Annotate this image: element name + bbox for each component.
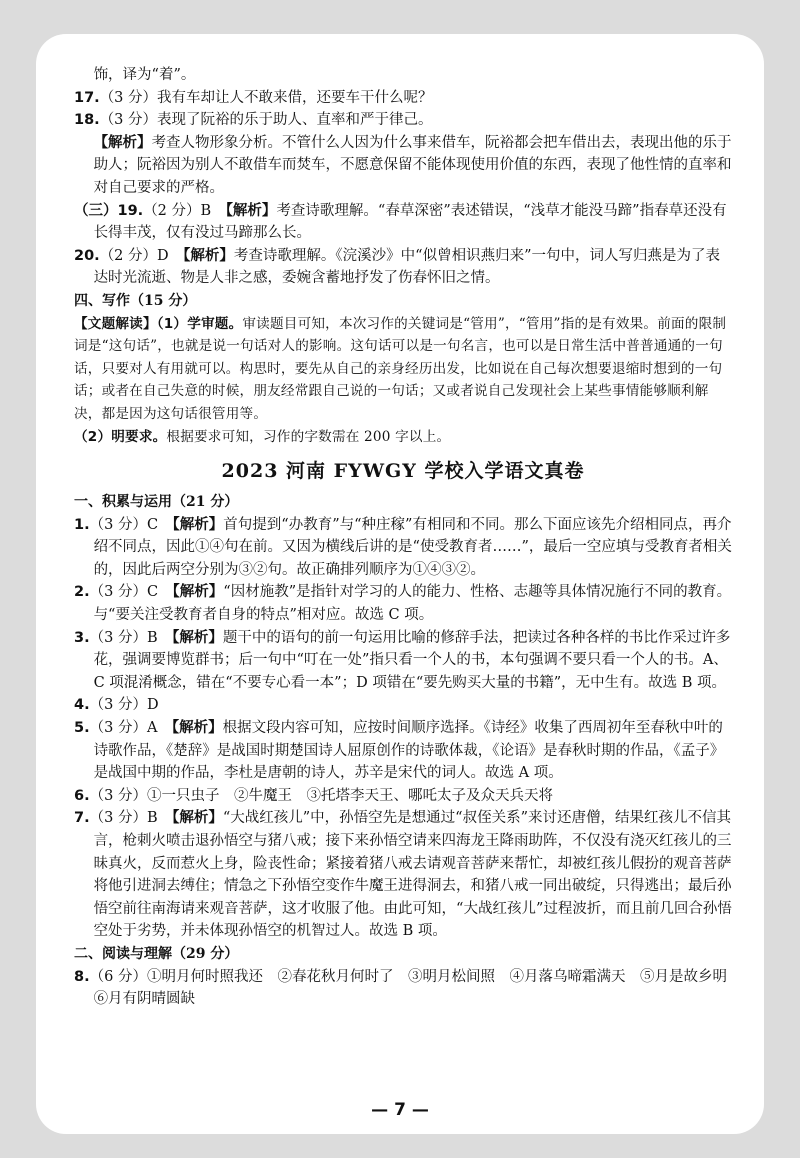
answer-18 [74,109,732,132]
analysis-text: 根据文段内容可知，应按时间顺序选择。《诗经》收集了西周初年至春秋中叶的诗歌作品，《楚辞》是战国时期楚国诗人屈原创作的诗歌体裁，《论语》是春秋时期的作品，《孟子》是战国中期的作品，李杜是唐朝的诗人，苏辛是宋代的词人。故选 A 项。 [93,720,725,782]
question-number: 5. [74,720,90,737]
answer-text: （3 分）我有车却让人不敢来借，还要车干什么呢？ [99,89,433,106]
page-content [74,64,742,1011]
page-number: — 7 — [371,1100,429,1120]
answer-choice: （3 分）A [89,720,158,737]
analysis-tag: 【解析】 [225,202,277,219]
section-heading-2: 二、阅读与理解（29 分） [74,945,239,962]
question-number: 2. [74,584,90,601]
essay-tag: 【文题解读】 [74,315,157,332]
answer-2 [74,581,732,626]
essay-guide-2 [74,426,732,449]
answer-choice: （3 分）B [89,810,158,827]
question-number: 4. [74,697,90,714]
analysis-text: 考查诗歌理解。《浣溪沙》中“似曾相识燕归来”一句中，词人写归燕是为了表达时光流逝、物是人非之感，委婉含蓄地抒发了伤春怀旧之情。 [93,247,720,287]
answer-5 [74,717,732,785]
question-number: 19. [117,202,144,219]
answer-choice: （3 分）D [89,697,159,714]
answer-19 [74,200,732,245]
answer-7 [74,807,732,943]
question-number: 20. [74,247,100,264]
essay-text-1: 审读题目可知，本次习作的关键词是“管用”，“管用”指的是有效果。前面的限制词是“这句话”，也就是说一句话对人的影响。这句话可以是一句名言，也可以是日常生活中普普通通的一句话，只要对人有用就可以。构思时，要先从自己的亲身经历出发，比如说在自己每次想要退缩时想到的一句话；或者在自己失意的时候，朋友经常跟自己说的一句话；又或者说自己发现社会上某些事情能够顺利解决，都是因为这句话很管用等。 [74,315,727,422]
essay-guide-1 [74,313,732,426]
answer-choice: （3 分）C [89,516,159,533]
analysis-text: 考查诗歌理解。“春草深密”表述错误，“浅草才能没马蹄”指春草还没有长得丰茂，仅有没过马蹄那么长。 [93,202,727,242]
essay-point-2: （2）明要求。 [74,428,167,445]
answer-choice: （3 分）B [89,629,158,646]
answer-1 [74,514,732,582]
answer-6 [74,785,732,808]
answer-17 [74,87,732,110]
question-number: 18. [74,112,100,129]
analysis-18 [74,132,732,200]
answer-choice: （2 分）D [99,247,169,264]
analysis-tag: 【解析】 [183,247,234,264]
section-heading-1: 一、积累与运用（21 分） [74,494,239,511]
question-number: 7. [74,810,90,827]
question-number: 17. [74,89,100,106]
analysis-text: “因材施教”是指针对学习的人的能力、性格、志趣等具体情况施行不同的教育。与“要关注受教育者自身的特点”相对应。故选 C 项。 [93,584,732,624]
question-number: 6. [74,787,90,804]
section-heading-writing: 四、写作（15 分） [74,292,197,309]
text-line: 饰，译为“着”。 [93,67,196,83]
essay-point-1: （1）学审题。 [156,315,243,332]
answer-text: （3 分）①一只虫子 ②牛魔王 ③托塔李天王、哪吒太子及众天兵天将 [89,787,553,804]
answer-20 [74,245,732,290]
answer-8 [74,966,742,1011]
analysis-tag: 【解析】 [171,720,223,737]
analysis-tag: 【解析】 [172,584,224,601]
answer-3 [74,627,732,695]
answer-text: （3 分）表现了阮裕的乐于助人、直率和严于律己。 [99,112,433,129]
analysis-text: 考查人物形象分析。不管什么人因为什么事来借车，阮裕都会把车借出去，表现出他的乐于助人；阮裕因为别人不敢借车而焚车，不愿意保留不能体现使用价值的东西，表现了他性情的直率和对自己要求的严格。 [93,134,732,196]
analysis-tag: 【解析】 [93,134,152,151]
question-number: 3. [74,629,90,646]
exam-title: 2023 河南 FYWGY 学校入学语文真卷 [221,460,585,483]
analysis-tag: 【解析】 [172,516,224,533]
question-number: 8. [74,968,90,985]
analysis-text: 题干中的语句的前一句运用比喻的修辞手法，把读过各种各样的书比作采过许多花，强调要博览群书；后一句中“叮在一处”指只看一个人的书，本句强调不要只看一个人的书。A、C 项混淆概念，错在“不要专心看一本”；D 项错在“要先购买大量的书籍”，无中生有。故选 B 项。 [93,629,731,691]
analysis-tag: 【解析】 [172,629,223,646]
answer-4 [74,694,732,717]
analysis-tag: 【解析】 [172,810,223,827]
section-prefix: （三） [74,202,118,219]
answer-choice: （2 分）B [143,202,212,219]
answer-text: （6 分）①明月何时照我还 ②春花秋月何时了 ③明月松间照 ④月落乌啼霜满天 ⑤月是故乡明 ⑥月有阴晴圆缺 [89,968,742,1008]
analysis-text: 首句提到“办教育”与“种庄稼”有相同和不同。那么下面应该先介绍相同点，再介绍不同点，因此①④句在前。又因为横线后讲的是“使受教育者……”，最后一空应填与受教育者相关的，因此后两空分别为③②句。故正确排列顺序为①④③②。 [93,516,732,578]
document-page [36,34,764,1134]
essay-text-2: 根据要求可知，习作的字数需在 200 字以上。 [166,428,451,445]
analysis-text: “大战红孩儿”中，孙悟空先是想通过“叔侄关系”来讨还唐僧，结果红孩儿不信其言，枪刺火喷击退孙悟空与猪八戒；接下来孙悟空请来四海龙王降雨助阵，不仅没有浇灭红孩儿的三昧真火，反而惹火上身，险丧性命；紧接着猪八戒去请观音菩萨来帮忙，却被红孩儿假扮的观音菩萨将他引进洞去缚住；情急之下孙悟空变作牛魔王进得洞去，和猪八戒一同出破绽，只得逃出；最后孙悟空前往南海请来观音菩萨，这才收服了他。由此可知，“大战红孩儿”过程波折，而且前几回合孙悟空处于劣势，并未体现孙悟空的机智过人。故选 B 项。 [93,810,732,940]
answer-choice: （3 分）C [89,584,159,601]
question-number: 1. [74,516,90,533]
